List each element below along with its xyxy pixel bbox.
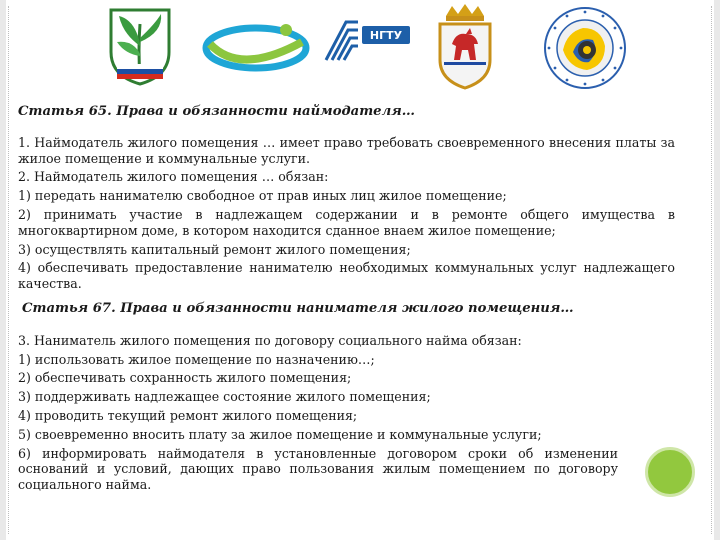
swoosh-logo <box>200 14 312 80</box>
article-67-paragraph: 3. Наниматель жилого помещения по договору социального найма обязан: <box>18 332 522 348</box>
article-67-title: Статья 67. Права и обязанности нанимателя жилого помещения… <box>22 300 574 316</box>
article-65-paragraph: 2) принимать участие в надлежащем содержании и в ремонте общего имущества в многоквартирном доме, в котором находится сданное внаем жилое помещение; <box>18 206 675 238</box>
ngtu-logo <box>318 12 414 82</box>
coat-of-arms-logo <box>432 4 498 90</box>
article-67-paragraph: 2) обеспечивать сохранность жилого помещения; <box>18 370 352 386</box>
ngtu-label: НГТУ <box>369 29 403 42</box>
green-circle-decoration <box>645 447 695 497</box>
article-65-paragraph: 1. Наймодатель жилого помещения … имеет право требовать своевременного внесения платы за жилое помещение и коммунальные услуги. <box>18 134 675 166</box>
article-67-paragraph: 3) поддерживать надлежащее состояние жилого помещения; <box>18 389 431 405</box>
party-leaf-logo <box>105 6 175 86</box>
article-67-paragraph: 4) проводить текущий ремонт жилого помещения; <box>18 407 358 423</box>
article-65-title: Статья 65. Права и обязанности наймодателя… <box>18 104 415 119</box>
article-65-paragraph: 1) передать нанимателю свободное от прав иных лиц жилое помещение; <box>18 188 507 204</box>
regional-seal-logo <box>543 6 627 90</box>
article-65-paragraph: 2. Наймодатель жилого помещения … обязан: <box>18 169 329 185</box>
article-67-paragraph: 5) своевременно вносить плату за жилое помещение и коммунальные услуги; <box>18 426 542 442</box>
article-65-paragraph: 4) обеспечивать предоставление нанимателю необходимых коммунальных услуг надлежащего качества. <box>18 260 675 292</box>
logo-strip <box>0 0 720 100</box>
article-67-paragraph: 6) информировать наймодателя в установленные договором сроки об изменении оснований и условий, дающих право пользования жилым помещением по договору социального найма. <box>18 445 618 493</box>
article-67-paragraph: 1) использовать жилое помещение по назначению…; <box>18 351 375 367</box>
document-body <box>18 104 675 496</box>
article-65-paragraph: 3) осуществлять капитальный ремонт жилого помещения; <box>18 241 411 257</box>
